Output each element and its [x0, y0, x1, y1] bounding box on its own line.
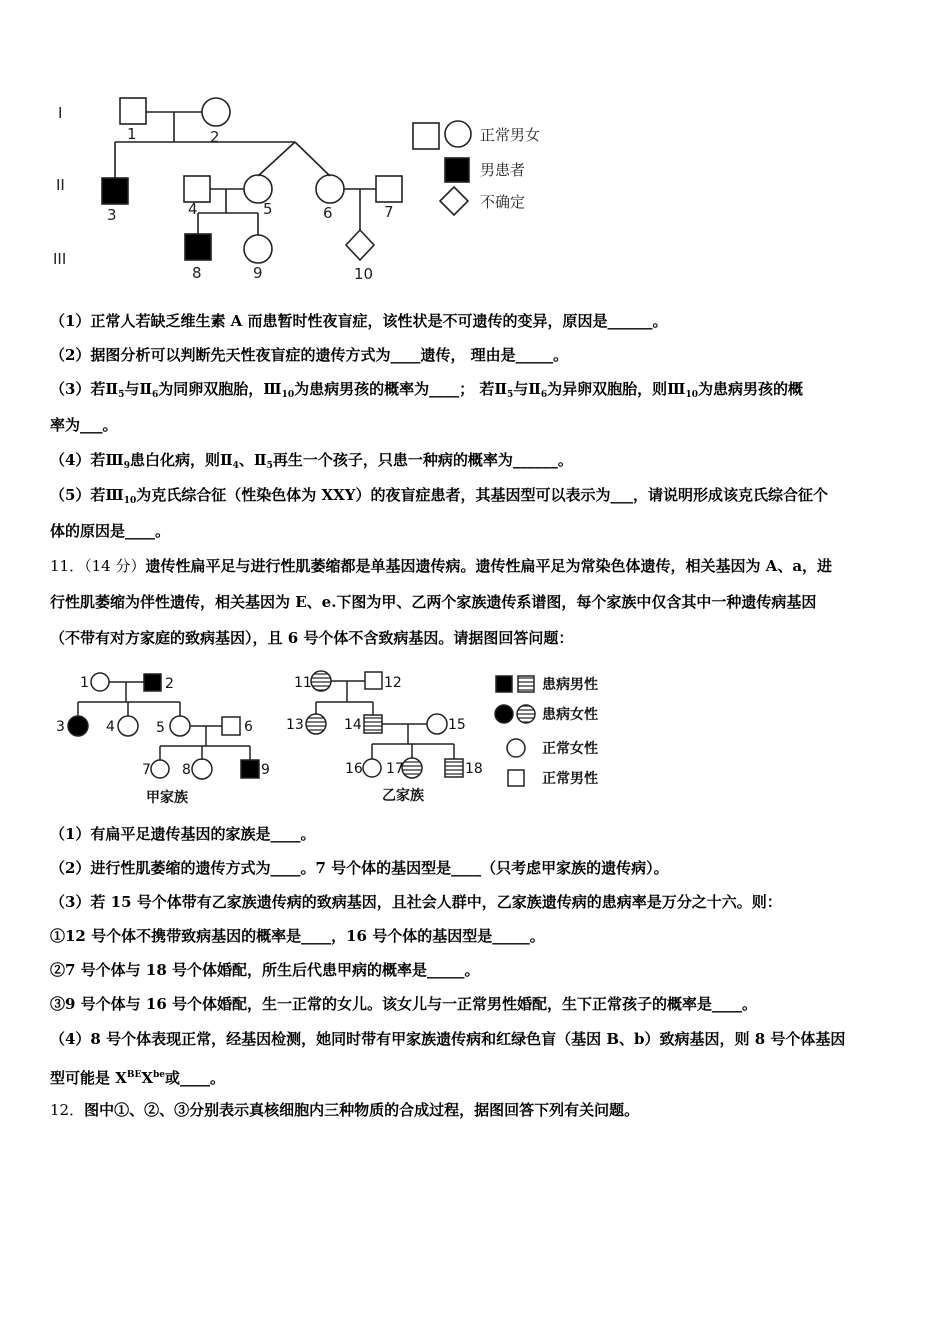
individual-I1 [120, 98, 146, 124]
id-label: 14 [344, 717, 362, 733]
pedigree-figure-1 [50, 90, 590, 290]
family-label-yi: 乙家族 [382, 788, 424, 804]
id-label: 9 [253, 264, 263, 282]
legend-uncertain-diamond [440, 187, 468, 215]
q12-number: 12． [50, 1101, 85, 1119]
legend-label-affected-male: 男患者 [480, 161, 526, 179]
q11-part4-cont: 型可能是 $X^{BE}X^{be}$或____。 [50, 1069, 226, 1087]
q11-part1: （1）有扁平足遗传基因的家族是____。 [50, 825, 316, 843]
q10-part3: （3）若$Ⅱ_5$与$Ⅱ_6$为同卵双胞胎，$Ⅲ_{10}$为患病男孩的概率为____； 若$Ⅱ_5$与$Ⅱ_6$为异卵双胞胎，则$Ⅲ_{10}$为患病男孩的概 [50, 380, 803, 400]
individual-14 [364, 715, 382, 733]
id-label: 10 [354, 265, 374, 283]
q11-number: 11．（14 分） [50, 557, 146, 575]
q11-part3-1: ①12 号个体不携带致病基因的概率是____，16 号个体的基因型是_____。 [50, 927, 545, 945]
individual-2 [144, 674, 161, 691]
individual-7 [151, 760, 169, 778]
id-label: 5 [263, 200, 273, 218]
id-label: 12 [384, 675, 402, 691]
id-label: 11 [294, 675, 312, 691]
legend-normal-female [507, 739, 525, 757]
individual-12 [365, 672, 382, 689]
individual-8 [192, 759, 212, 779]
legend-affected-female-hatched [517, 705, 535, 723]
id-label: 2 [165, 676, 174, 692]
legend-label-normal: 正常男女 [480, 126, 541, 144]
individual-II7 [376, 176, 402, 202]
id-label: 7 [384, 203, 394, 221]
id-label: 15 [448, 717, 466, 733]
id-label: 1 [127, 125, 137, 143]
pedigree-figure-2 [50, 664, 630, 814]
q10-part5: （5）若$Ⅲ_{10}$为克氏综合征（性染色体为 XXY）的夜盲症患者，其基因型可以表示为___，请说明形成该克氏综合征个 [50, 486, 828, 506]
individual-9 [241, 760, 259, 778]
individual-III8 [185, 234, 211, 260]
individual-I2 [202, 98, 230, 126]
q11-part3-3: ③9 号个体与 16 号个体婚配，生一正常的女儿。该女儿与一正常男性婚配，生下正常孩子的概率是____。 [50, 995, 757, 1013]
legend-normal-male [508, 770, 524, 786]
id-label: 5 [156, 720, 165, 736]
individual-3 [68, 716, 88, 736]
id-label: 2 [210, 128, 220, 146]
id-label: 7 [142, 762, 151, 778]
legend-label-affected-male: 患病男性 [542, 677, 598, 693]
individual-15 [427, 714, 447, 734]
generation-label-I: I [58, 104, 63, 122]
individual-18 [445, 759, 463, 777]
individual-II3 [102, 178, 128, 204]
legend-label-normal-male: 正常男性 [542, 771, 598, 787]
id-label: 3 [107, 206, 117, 224]
individual-4 [118, 716, 138, 736]
id-label: 17 [386, 761, 404, 777]
individual-5 [170, 716, 190, 736]
id-label: 13 [286, 717, 304, 733]
family-label-jia: 甲家族 [146, 790, 188, 806]
q10-part1: （1）正常人若缺乏维生素 A 而患暂时性夜盲症，该性状是不可遗传的变异，原因是______。 [50, 312, 668, 330]
individual-11 [311, 671, 331, 691]
id-label: 6 [244, 719, 253, 735]
id-label: 8 [182, 762, 191, 778]
id-label: 18 [465, 761, 483, 777]
individual-1 [91, 673, 109, 691]
q11-part2: （2）进行性肌萎缩的遗传方式为____。7 号个体的基因型是____（只考虑甲家族的遗传病）。 [50, 859, 669, 877]
legend-label-uncertain: 不确定 [480, 193, 526, 211]
individual-13 [306, 714, 326, 734]
q11-intro-line2: 行性肌萎缩为伴性遗传，相关基因为 E、e.下图为甲、乙两个家族遗传系谱图，每个家族中仅含其中一种遗传病基因 [50, 593, 817, 611]
individual-III9 [244, 235, 272, 263]
legend-affected-male-black [496, 676, 512, 692]
individual-II4 [184, 176, 210, 202]
q11-intro-line3: （不带有对方家庭的致病基因），且 6 号个体不含致病基因。请据图回答问题： [50, 629, 574, 647]
id-label: 9 [261, 762, 270, 778]
id-label: 16 [345, 761, 363, 777]
q10-part2: （2）据图分析可以判断先天性夜盲症的遗传方式为____遗传， 理由是_____。 [50, 346, 569, 364]
q10-part3-cont: 率为___。 [50, 416, 118, 434]
q11-part4: （4）8 号个体表现正常，经基因检测，她同时带有甲家族遗传病和红绿色盲（基因 B、b）致病基因，则 8 号个体基因 [50, 1030, 846, 1048]
q12-line: 12．图中①、②、③分别表示真核细胞内三种物质的合成过程，据图回答下列有关问题。 [50, 1101, 640, 1119]
individual-16 [363, 759, 381, 777]
individual-III10 [346, 230, 374, 260]
q11-part3: （3）若 15 号个体带有乙家族遗传病的致病基因，且社会人群中，乙家族遗传病的患病率是万分之十六。则： [50, 893, 782, 911]
id-label: 1 [80, 675, 89, 691]
q11-intro-line1: 11．（14 分）遗传性扁平足与进行性肌萎缩都是单基因遗传病。遗传性扁平足为常染色体遗传，相关基因为 A、a，进 [50, 557, 833, 575]
individual-II6 [316, 175, 344, 203]
generation-label-III: III [53, 250, 67, 268]
legend-normal-male-square [413, 123, 439, 149]
legend-label-affected-female: 患病女性 [542, 707, 598, 723]
legend-affected-male-hatched [518, 676, 534, 692]
id-label: 4 [188, 200, 198, 218]
id-label: 4 [106, 719, 115, 735]
individual-II5 [244, 175, 272, 203]
id-label: 8 [192, 264, 202, 282]
q10-part4: （4）若$Ⅲ_9$患白化病，则$Ⅱ_4$、$Ⅱ_5$再生一个孩子，只患一种病的概率为______。 [50, 451, 573, 471]
legend-normal-female-circle [445, 121, 471, 147]
individual-6 [222, 717, 240, 735]
generation-label-II: II [56, 176, 65, 194]
id-label: 6 [323, 204, 333, 222]
id-label: 3 [56, 719, 65, 735]
legend-label-normal-female: 正常女性 [542, 741, 598, 757]
q11-part3-2: ②7 号个体与 18 号个体婚配，所生后代患甲病的概率是_____。 [50, 961, 480, 979]
legend-affected-female-black [495, 705, 513, 723]
q10-part5-cont: 体的原因是____。 [50, 522, 171, 540]
individual-17 [402, 758, 422, 778]
legend-affected-male-square [445, 158, 469, 182]
